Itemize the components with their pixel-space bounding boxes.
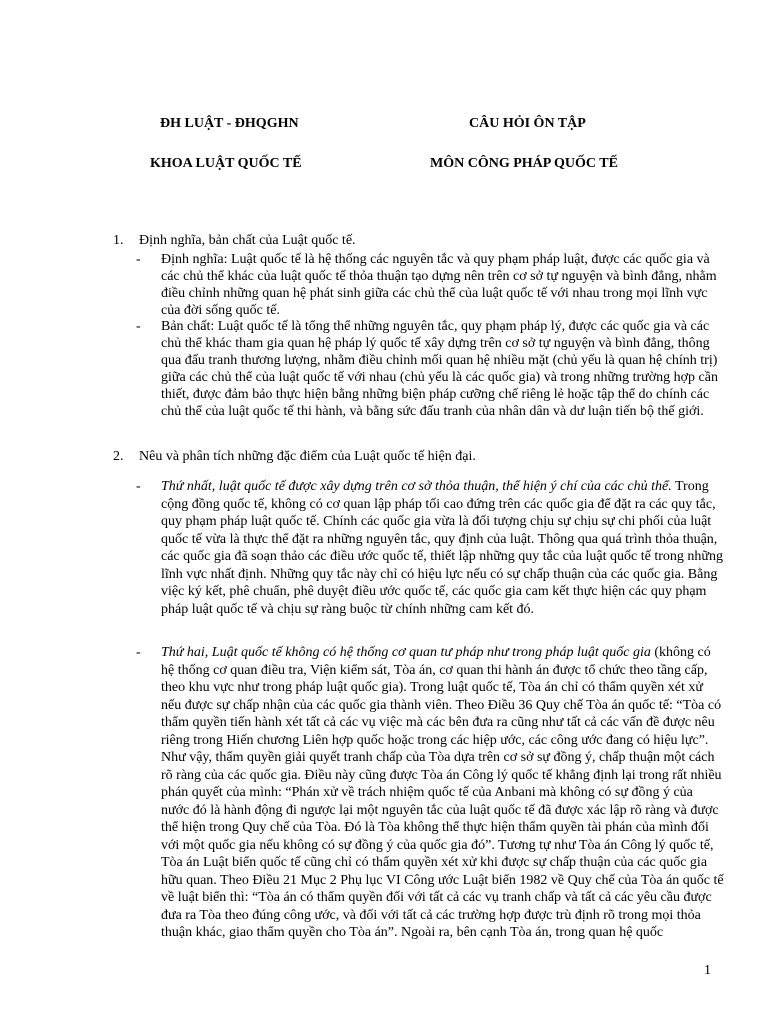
q1-definition-item xyxy=(136,251,724,319)
q2-feature-2-paragraph xyxy=(161,644,724,942)
question-title: Nêu và phân tích những đặc điểm của Luật quốc tế hiện đại. xyxy=(139,449,476,464)
bullet-dash: - xyxy=(136,319,141,334)
header-subject: MÔN CÔNG PHÁP QUỐC TẾ xyxy=(430,156,618,171)
question-title: Định nghĩa, bản chất của Luật quốc tế. xyxy=(139,233,356,248)
header-review-title: CÂU HỎI ÔN TẬP xyxy=(469,116,586,131)
header-university: ĐH LUẬT - ĐHQGHN xyxy=(160,116,299,131)
page-number: 1 xyxy=(704,963,711,978)
q2-feature-2-lead: Thứ hai, Luật quốc tế không có hệ thống cơ quan tư pháp như trong pháp luật quốc gia xyxy=(161,645,651,660)
question-2-heading xyxy=(113,449,476,465)
q2-feature-1-lead: Thứ nhất, luật quốc tế được xây dựng trên cơ sở thỏa thuận, thể hiện ý chí của các chủ thể. xyxy=(161,479,672,494)
question-1-heading xyxy=(113,233,356,249)
q2-feature-1-text: Trong cộng đồng quốc tế, không có cơ quan lập pháp tối cao đứng trên các quốc gia để đặt ra các quy tắc, quy phạm pháp luật quốc tế. Chính các quốc gia vừa là đối tượng chịu sự chịu sự chi phối của luật quốc tế vừa là thực thể đặt ra những nguyên tắc, quy định của luật. Thông qua quá trình thỏa thuận, các quốc gia đã soạn thảo các điều ước quốc tế, thiết lập những quy tắc của luật quốc tế trong những lĩnh vực nhất định. Những quy tắc này chỉ có hiệu lực nếu có sự chấp thuận của các quốc gia. Bằng việc ký kết, phê chuẩn, phê duyệt điều ước quốc tế, các quốc gia cam kết thực hiện các quy phạm pháp luật quốc tế và chịu sự ràng buộc từ chính những cam kết đó. xyxy=(161,479,723,617)
bullet-dash: - xyxy=(136,252,141,267)
q2-feature-1-paragraph xyxy=(161,478,724,618)
question-number: 1. xyxy=(113,233,124,248)
question-number: 2. xyxy=(113,449,124,464)
q1-nature-item xyxy=(136,318,724,420)
q2-feature-1-item xyxy=(136,478,724,618)
q1-nature-text: Bản chất: Luật quốc tế là tổng thể những nguyên tắc, quy phạm pháp lý, được các quốc gia và các chủ thể khác tham gia quan hệ pháp lý quốc tế xây dựng trên cơ sở tự nguyện và bình đẳng, thông qua đấu tranh thương lượng, nhằm điều chỉnh mối quan hệ nhiều mặt (chủ yếu là quan hệ chính trị) giữa các chủ thể của luật quốc tế với nhau (chủ yếu là các quốc gia) và trong những trường hợp cần thiết, được đảm bảo thực hiện bằng những biện pháp cưỡng chế riêng lẻ hoặc tập thể do chính các chủ thể của luật quốc tế thi hành, và bằng sức đấu tranh của nhân dân và dư luận tiến bộ thế giới. xyxy=(161,319,718,419)
q2-feature-2-item xyxy=(136,644,724,942)
bullet-dash: - xyxy=(136,479,141,494)
bullet-dash: - xyxy=(136,645,141,660)
header-faculty: KHOA LUẬT QUỐC TẾ xyxy=(150,156,302,171)
q2-feature-2-text: (không có hệ thống cơ quan điều tra, Viện kiểm sát, Tòa án, cơ quan thi hành án được tổ chức theo tầng cấp, theo khu vực như trong pháp luật quốc gia). Trong luật quốc tế, Tòa án chỉ có thẩm quyền xét xử nếu được sự chấp nhận của các quốc gia thành viên. Theo Điều 36 Quy chế Tòa án quốc tế: “Tòa có thẩm quyền tiến hành xét tất cả các vụ việc mà các bên đưa ra cũng như tất cả các vấn đề được nêu riêng trong Hiến chương Liên hợp quốc hoặc trong các hiệp ước, các công ước đang có hiệu lực”. Như vậy, thẩm quyền giải quyết tranh chấp của Tòa dựa trên cơ sở sự đồng ý, chấp thuận một cách rõ ràng của các quốc gia. Điều này cũng được Tòa án Công lý quốc tế khẳng định lại trong rất nhiều phán quyết của mình: “Phán xử về trách nhiệm quốc tế của Anbani mà không có sự đồng ý của nước đó là hành động đi ngược lại một nguyên tắc của luật quốc tế đã được xác lập rõ ràng và được thể hiện trong Quy chế của Tòa. Đó là Tòa không thể thực hiện thẩm quyền tài phán của mình đối với một quốc gia nếu không có sự đồng ý của quốc gia đó”. Tương tự như Tòa án Công lý quốc tế, Tòa án Luật biển quốc tế cũng chỉ có thẩm quyền xét xử khi được sự chấp thuận của các quốc gia hữu quan. Theo Điều 21 Mục 2 Phụ lục VI Công ước Luật biển 1982 về Quy chế của Tòa án quốc tế về luật biển thì: “Tòa án có thẩm quyền đối với tất cả các vụ tranh chấp và tất cả các yêu cầu được đưa ra Tòa theo đúng công ước, và đối với tất cả các trường hợp được trù định rõ trong mọi thỏa thuận khác, giao thẩm quyền cho Tòa án”. Ngoài ra, bên cạnh Tòa án, trong quan hệ quốc xyxy=(161,645,724,940)
q1-definition-text: Định nghĩa: Luật quốc tế là hệ thống các nguyên tắc và quy phạm pháp luật, được các quốc gia và các chủ thể khác của luật quốc tế thỏa thuận tạo dựng nên trên cơ sở tự nguyện và bình đẳng, nhằm điều chỉnh những quan hệ phát sinh giữa các chủ thể của luật quốc tế với nhau trong mọi lĩnh vực của đời sống quốc tế. xyxy=(161,252,717,318)
